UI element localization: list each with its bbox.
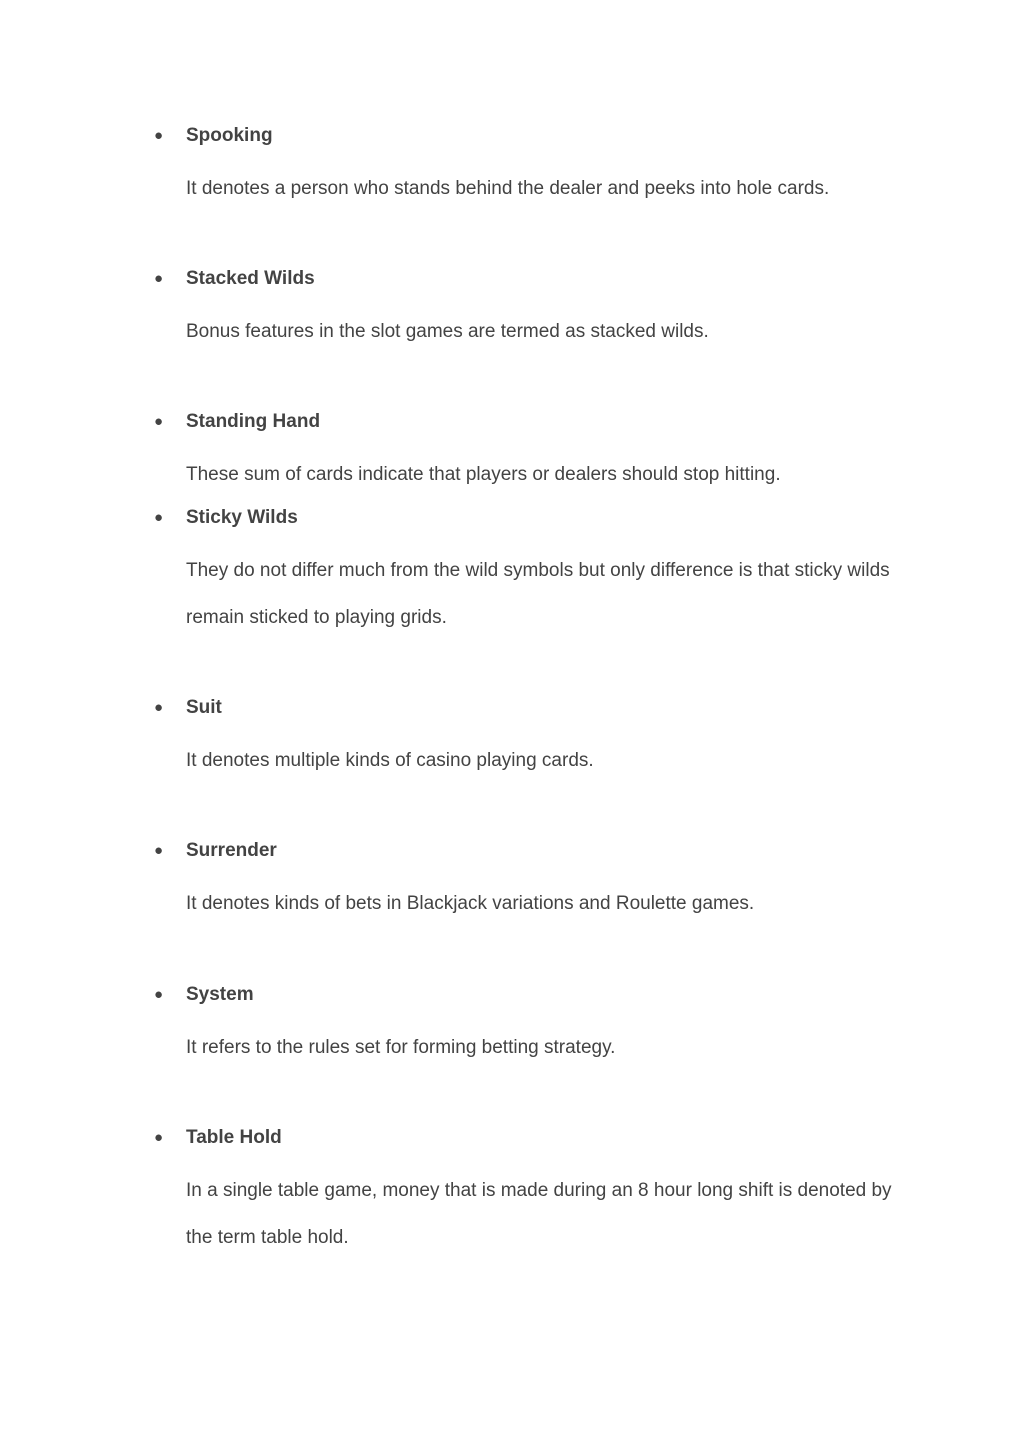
glossary-term: Stacked Wilds (186, 268, 315, 289)
glossary-description: These sum of cards indicate that players or dealers should stop hitting. (186, 464, 781, 485)
glossary-term: Spooking (186, 125, 273, 146)
bullet-icon: ● (154, 270, 164, 287)
glossary-description: It denotes a person who stands behind the dealer and peeks into hole cards. (186, 178, 830, 199)
glossary-term: Standing Hand (186, 411, 321, 432)
glossary-term: Suit (186, 697, 222, 718)
bullet-icon: ● (154, 842, 164, 859)
bullet-icon: ● (154, 413, 164, 430)
glossary-description: In a single table game, money that is made during an 8 hour long shift is denoted by the term table hold. (186, 1180, 892, 1248)
bullet-icon: ● (154, 127, 164, 144)
glossary-term: Surrender (186, 840, 277, 861)
glossary-term: Table Hold (186, 1127, 282, 1148)
bullet-icon: ● (154, 1129, 164, 1146)
bullet-icon: ● (154, 509, 164, 526)
glossary-description: It denotes kinds of bets in Blackjack variations and Roulette games. (186, 893, 755, 914)
glossary-description: Bonus features in the slot games are termed as stacked wilds. (186, 321, 709, 342)
glossary-description: It refers to the rules set for forming betting strategy. (186, 1037, 616, 1058)
glossary-description: It denotes multiple kinds of casino playing cards. (186, 750, 594, 771)
glossary-term: System (186, 984, 254, 1005)
bullet-icon: ● (154, 986, 164, 1003)
glossary-term: Sticky Wilds (186, 507, 298, 528)
bullet-icon: ● (154, 699, 164, 716)
glossary-description: They do not differ much from the wild symbols but only difference is that sticky wilds remain sticked to playing grids. (186, 560, 890, 628)
